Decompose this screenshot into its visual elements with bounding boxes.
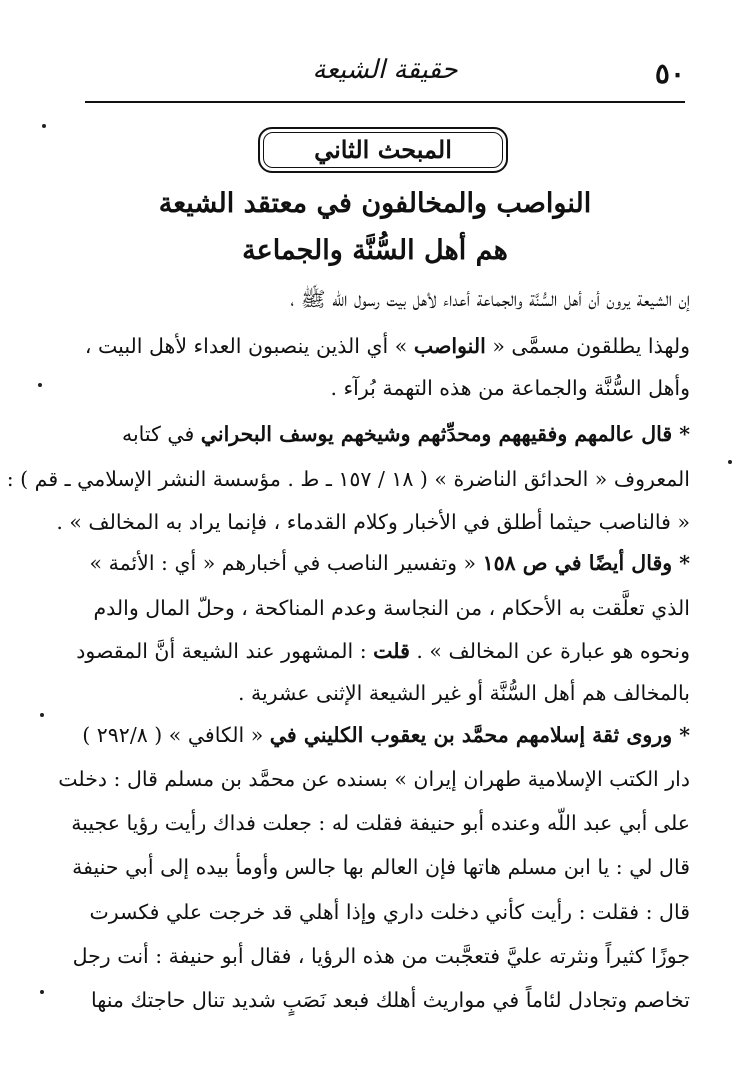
- text-run: « وتفسير الناصب في أخبارهم « أي : الأئمة »: [89, 551, 483, 575]
- text-run: » أي الذين ينصبون العداء لأهل البيت ،: [84, 334, 414, 358]
- body-line: [60, 419, 690, 449]
- body-line: [60, 548, 690, 578]
- body-line: بالمخالف هم أهل السُّنَّة أو غير الشيعة الإثنى عشرية .: [237, 681, 690, 705]
- section-title: المبحث الثاني: [314, 135, 452, 164]
- body-line: على أبي عبد اللّه وعنده أبو حنيفة فقلت له : جعلت فداك رأيت رؤيا عجيبة: [71, 811, 690, 835]
- body-line: دار الكتب الإسلامية طهران إيران » بسنده عن محمَّد بن مسلم قال : دخلت: [58, 767, 690, 791]
- running-title: حقيقة الشيعة: [312, 55, 458, 85]
- scan-speck: [728, 460, 732, 464]
- body-line: [60, 331, 690, 361]
- text-run: : المشهور عند الشيعة أنَّ المقصود: [76, 639, 374, 663]
- bold-term: النواصب: [413, 334, 486, 358]
- bold-citation: * قال عالمهم وفقيههم ومحدِّثهم وشيخهم يوسف البحراني: [200, 422, 690, 446]
- body-line: وأهل السُّنَّة والجماعة من هذه التهمة بُرآء .: [330, 376, 690, 400]
- scan-speck: [38, 383, 42, 387]
- bold-term: قلت: [373, 639, 410, 663]
- body-line: قال : فقلت : رأيت كأني دخلت داري وإذا أهلي قد خرجت علي فكسرت: [89, 900, 690, 924]
- text-run: ونحوه هو عبارة عن المخالف » .: [409, 639, 690, 663]
- body-line: المعروف « الحدائق الناضرة » ( ١٨ / ١٥٧ ـ ط . مؤسسة النشر الإسلامي ـ قم ) :: [6, 467, 690, 491]
- body-line: إن الشيعة يرون أن أهل السُّنَّة والجماعة أعداء لأهل بيت رسول اللّه ﷺ ،: [290, 287, 690, 311]
- body-line: [60, 720, 690, 750]
- body-line: الذي تعلَّقت به الأحكام ، من النجاسة وعدم المناكحة ، وحلّ المال والدم: [93, 596, 690, 620]
- text-run: في كتابه: [121, 422, 201, 446]
- page-number: ٥٠: [654, 57, 685, 90]
- scan-speck: [42, 124, 46, 128]
- bold-citation: * وروى ثقة إسلامهم محمَّد بن يعقوب الكليني في: [269, 723, 690, 747]
- scan-speck: [40, 713, 44, 717]
- chapter-heading-1: النواصب والمخالفون في معتقد الشيعة: [158, 188, 592, 219]
- chapter-heading-2: هم أهل السُّنَّة والجماعة: [242, 235, 508, 266]
- body-line: جوزًا كثيراً ونثرته عليَّ فتعجَّبت من هذه الرؤيا ، فقال أبو حنيفة : أنت رجل: [72, 944, 690, 968]
- scan-speck: [40, 990, 44, 994]
- body-line: [60, 636, 690, 666]
- section-title-box: [258, 127, 508, 173]
- text-run: « الكافي » ( ٢٩٢/٨ ): [82, 723, 270, 747]
- body-line: « فالناصب حيثما أطلق في الأخبار وكلام القدماء ، فإنما يراد به المخالف » .: [56, 510, 690, 534]
- bold-citation: * وقال أيضًا في ص ١٥٨: [482, 551, 690, 575]
- text-run: ولهذا يطلقون مسمَّى «: [485, 334, 690, 358]
- page-header: [85, 55, 685, 103]
- body-line: قال لي : يا ابن مسلم هاتها فإن العالم بها جالس وأومأ بيده إلى أبي حنيفة: [72, 855, 690, 879]
- body-line: تخاصم وتجادل لئاماً في مواريث أهلك فبعد نَصَبٍ شديد تنال حاجتك منها: [91, 988, 690, 1012]
